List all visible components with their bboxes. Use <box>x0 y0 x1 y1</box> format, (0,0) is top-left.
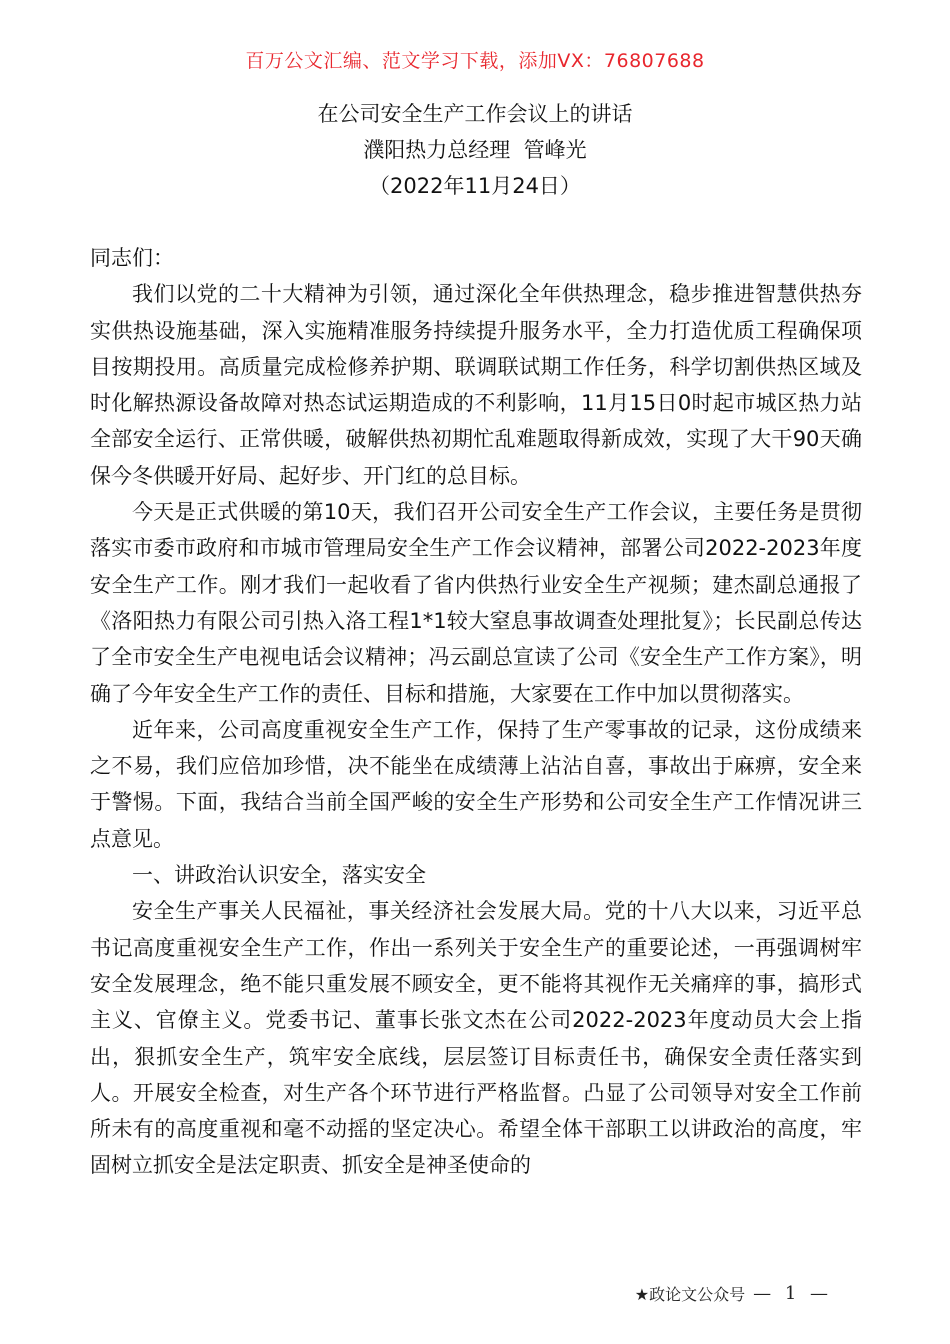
page-number: — 1 — <box>753 1283 832 1304</box>
paragraph: 今天是正式供暖的第10天，我们召开公司安全生产工作会议，主要任务是贯彻落实市委市政府和市城市管理局安全生产工作会议精神，部署公司2022-2023年度安全生产工作。刚才我们一起收看了省内供热行业安全生产视频；建杰副总通报了《洛阳热力有限公司引热入洛工程1*1较大窒息事故调查处理批复》；长民副总传达了全市安全生产电视电话会议精神；冯云副总宣读了公司《安全生产工作方案》，明确了今年安全生产工作的责任、目标和措施，大家要在工作中加以贯彻落实。 <box>90 500 862 706</box>
salutation: 同志们： <box>90 246 174 270</box>
watermark-text: 百万公文汇编、范文学习下载，添加VX：76807688 <box>245 50 705 72</box>
section-heading: 一、讲政治认识安全，落实安全 <box>132 863 426 888</box>
footer-source: ★政论文公众号 <box>634 1285 746 1304</box>
paragraph: 我们以党的二十大精神为引领，通过深化全年供热理念，稳步推进智慧供热夯实供热设施基础，深入实施精准服务持续提升服务水平，全力打造优质工程确保项目按期投用。高质量完成检修养护期、联调联试期工作任务，科学切割供热区域及时化解热源设备故障对热态试运期造成的不利影响，11月15日0时起市城区热力站全部安全运行、正常供暖，破解供热初期忙乱难题取得新成效，实现了大干90天确保今冬供暖开好局、起好步、开门红的总目标。 <box>90 282 862 488</box>
speech-date: （2022年11月24日） <box>369 174 581 198</box>
paragraph: 近年来，公司高度重视安全生产工作，保持了生产零事故的记录，这份成绩来之不易，我们应倍加珍惜，决不能坐在成绩薄上沾沾自喜，事故出于麻痹，安全来于警惕。下面，我结合当前全国严峻的安全生产形势和公司安全生产工作情况讲三点意见。 <box>90 717 862 851</box>
speaker-line: 濮阳热力总经理 管峰光 <box>363 138 587 162</box>
speech-title: 在公司安全生产工作会议上的讲话 <box>317 102 633 126</box>
paragraph: 安全生产事关人民福祉，事关经济社会发展大局。党的十八大以来，习近平总书记高度重视安全生产工作，作出一系列关于安全生产的重要论述，一再强调树牢安全发展理念，绝不能只重发展不顾安全，更不能将其视作无关痛痒的事，搞形式主义、官僚主义。党委书记、董事长张文杰在公司2022-2023年度动员大会上指出，狠抓安全生产，筑牢安全底线，层层签订目标责任书，确保安全责任落实到人。开展安全检查，对生产各个环节进行严格监督。凸显了公司领导对安全工作前所未有的高度重视和毫不动摇的坚定决心。希望全体干部职工以讲政治的高度，牢固树立抓安全是法定职责、抓安全是神圣使命的 <box>90 899 862 1178</box>
title-block <box>0 96 950 204</box>
speech-body <box>90 240 862 1184</box>
page-footer <box>635 1282 832 1305</box>
